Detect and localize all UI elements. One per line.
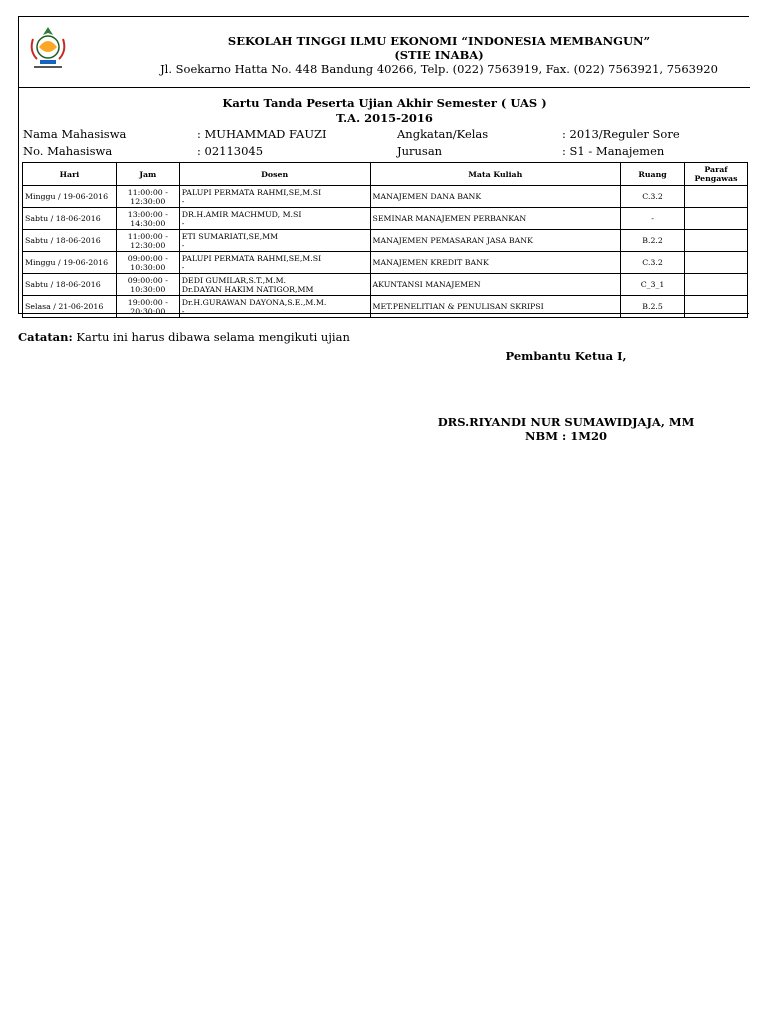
header-jam: Jam: [116, 163, 179, 186]
stie-inaba-logo-icon: [25, 23, 71, 73]
cell-paraf: [685, 186, 748, 208]
student-number-value: : 02113045: [197, 144, 264, 158]
dosen-primary: PALUPI PERMATA RAHMI,SE,M.SI: [181, 253, 322, 263]
class-value: : 2013/Reguler Sore: [562, 127, 680, 141]
cell-jam: 19:00:00 - 20:30:00: [116, 296, 179, 318]
cell-hari: Sabtu / 18-06-2016: [23, 230, 117, 252]
student-name-label: Nama Mahasiswa: [23, 127, 127, 141]
header-hari: Hari: [23, 163, 117, 186]
card-title: Kartu Tanda Peserta Ujian Akhir Semester ( UAS ): [222, 96, 547, 110]
cell-mata-kuliah: MANAJEMEN PEMASARAN JASA BANK: [370, 230, 621, 252]
dosen-secondary: -: [181, 240, 185, 250]
dosen-secondary: -: [181, 306, 185, 316]
cell-jam: 09:00:00 - 10:30:00: [116, 274, 179, 296]
institution-address: Jl. Soekarno Hatta No. 448 Bandung 40266, Telp. (022) 7563919, Fax. (022) 7563921, 7563920: [160, 62, 718, 76]
dosen-primary: ETI SUMARIATI,SE,MM: [181, 231, 279, 241]
cell-ruang: B.2.5: [621, 296, 685, 318]
cell-dosen: [179, 274, 370, 296]
signatory-role: Pembantu Ketua I,: [505, 349, 627, 363]
student-name-value: : MUHAMMAD FAUZI: [197, 127, 327, 141]
table-row: [23, 186, 748, 208]
header-ruang: Ruang: [621, 163, 685, 186]
cell-ruang: -: [621, 208, 685, 230]
cell-paraf: [685, 230, 748, 252]
cell-dosen: [179, 186, 370, 208]
cell-mata-kuliah: MANAJEMEN KREDIT BANK: [370, 252, 621, 274]
cell-jam: 09:00:00 - 10:30:00: [116, 252, 179, 274]
table-row: [23, 296, 748, 318]
cell-hari: Sabtu / 18-06-2016: [23, 208, 117, 230]
table-row: [23, 208, 748, 230]
cell-ruang: C.3.2: [621, 186, 685, 208]
cell-dosen: [179, 252, 370, 274]
table-row: [23, 230, 748, 252]
cell-paraf: [685, 208, 748, 230]
dosen-primary: PALUPI PERMATA RAHMI,SE,M.SI: [181, 187, 322, 197]
card-header: [19, 17, 750, 88]
cell-dosen: [179, 296, 370, 318]
cell-mata-kuliah: AKUNTANSI MANAJEMEN: [370, 274, 621, 296]
dosen-primary: DEDI GUMILAR,S.T.,M.M.: [181, 275, 287, 285]
institution-name: SEKOLAH TINGGI ILMU EKONOMI “INDONESIA MEMBANGUN”: [227, 34, 651, 48]
signatory-nbm: NBM : 1M20: [525, 429, 607, 443]
signatory-name: DRS.RIYANDI NUR SUMAWIDJAJA, MM: [437, 415, 695, 429]
exam-card: [18, 16, 749, 314]
table-row: [23, 252, 748, 274]
cell-mata-kuliah: MET.PENELITIAN & PENULISAN SKRIPSI: [370, 296, 621, 318]
card-note: [18, 330, 350, 344]
cell-dosen: [179, 208, 370, 230]
cell-paraf: [685, 296, 748, 318]
institution-abbreviation: (STIE INABA): [394, 48, 484, 62]
cell-mata-kuliah: MANAJEMEN DANA BANK: [370, 186, 621, 208]
exam-schedule-table: [22, 162, 748, 318]
cell-hari: Minggu / 19-06-2016: [23, 186, 117, 208]
cell-dosen: [179, 230, 370, 252]
header-mata-kuliah: Mata Kuliah: [370, 163, 621, 186]
dosen-secondary: -: [181, 218, 185, 228]
header-paraf-pengawas: Paraf Pengawas: [685, 163, 748, 186]
cell-paraf: [685, 252, 748, 274]
cell-ruang: C.3.2: [621, 252, 685, 274]
cell-paraf: [685, 274, 748, 296]
academic-year: T.A. 2015-2016: [336, 111, 433, 125]
class-label: Angkatan/Kelas: [397, 127, 489, 141]
note-text: Kartu ini harus dibawa selama mengikuti ujian: [72, 330, 350, 344]
dosen-primary: Dr.H.GURAWAN DAYONA,S.E.,M.M.: [181, 297, 327, 307]
dosen-primary: DR.H.AMIR MACHMUD, M.SI: [181, 209, 302, 219]
cell-jam: 11:00:00 - 12:30:00: [116, 186, 179, 208]
cell-hari: Sabtu / 18-06-2016: [23, 274, 117, 296]
cell-hari: Selasa / 21-06-2016: [23, 296, 117, 318]
cell-ruang: C_3_1: [621, 274, 685, 296]
table-header-row: [23, 163, 748, 186]
header-dosen: Dosen: [179, 163, 370, 186]
cell-jam: 11:00:00 - 12:30:00: [116, 230, 179, 252]
cell-ruang: B.2.2: [621, 230, 685, 252]
dosen-secondary: -: [181, 262, 185, 272]
cell-mata-kuliah: SEMINAR MANAJEMEN PERBANKAN: [370, 208, 621, 230]
student-number-label: No. Mahasiswa: [23, 144, 113, 158]
cell-jam: 13:00:00 - 14:30:00: [116, 208, 179, 230]
dosen-secondary: Dr.DAYAN HAKIM NATIGOR,MM: [181, 284, 314, 294]
table-row: [23, 274, 748, 296]
note-label: Catatan:: [18, 330, 73, 344]
major-value: : S1 - Manajemen: [562, 144, 665, 158]
cell-hari: Minggu / 19-06-2016: [23, 252, 117, 274]
dosen-secondary: -: [181, 196, 185, 206]
major-label: Jurusan: [397, 144, 443, 158]
